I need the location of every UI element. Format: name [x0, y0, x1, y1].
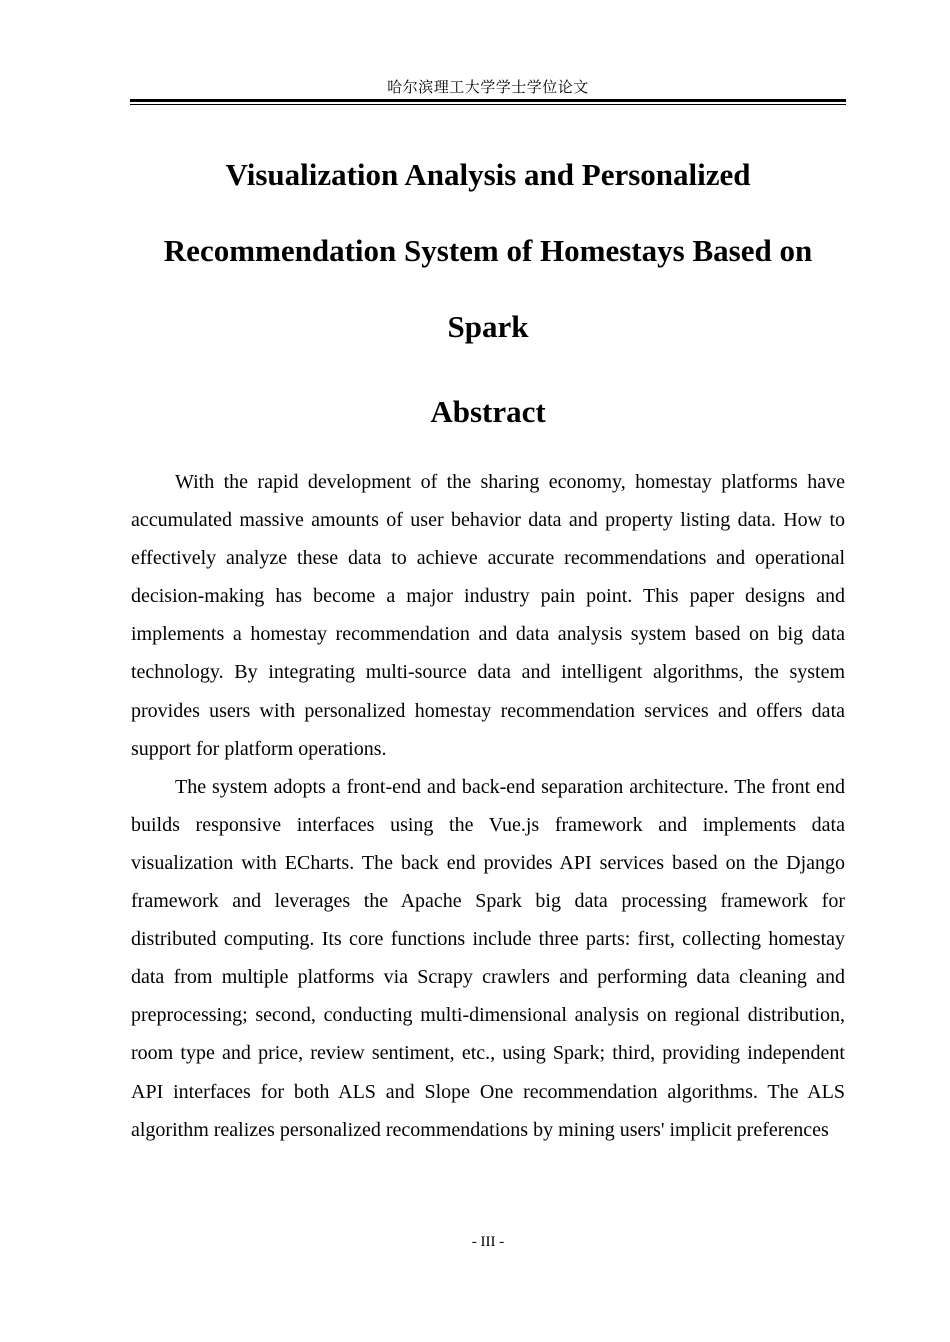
thesis-title — [130, 137, 846, 365]
header-rule-thick — [130, 99, 846, 102]
abstract-paragraph-1: With the rapid development of the sharing economy, homestay platforms have accumulated massive amounts of user behavior data and property listing data. How to effectively analyze these data to achieve accurate recommendations and operational decision-making has become a major industry pain point. This paper designs and implements a homestay recommendation and data analysis system based on big data technology. By integrating multi-source data and intelligent algorithms, the system provides users with personalized homestay recommendation services and offers data support for platform operations. — [131, 471, 845, 760]
running-header: 哈尔滨理工大学学士学位论文 — [387, 80, 589, 96]
abstract-heading: Abstract — [430, 394, 546, 429]
abstract-body — [131, 463, 845, 1149]
header-rule-thin — [130, 104, 846, 105]
page-number: - III - — [471, 1234, 505, 1250]
thesis-title-line-3: Spark — [447, 309, 529, 344]
abstract-paragraph-2: The system adopts a front-end and back-end separation architecture. The front end builds responsive interfaces using the Vue.js framework and implements data visualization with ECharts. The back end provides API services based on the Django framework and leverages the Apache Spark big data processing framework for distributed computing. Its core functions include three parts: first, collecting homestay data from multiple platforms via Scrapy crawlers and performing data cleaning and preprocessing; second, conducting multi-dimensional analysis on regional distribution, room type and price, review sentiment, etc., using Spark; third, providing independent API interfaces for both ALS and Slope One recommendation algorithms. The ALS algorithm realizes personalized recommendations by mining users' implicit preferences — [131, 775, 845, 1141]
thesis-title-line-1: Visualization Analysis and Personalized — [225, 157, 751, 192]
thesis-title-line-2: Recommendation System of Homestays Based on — [163, 233, 813, 268]
